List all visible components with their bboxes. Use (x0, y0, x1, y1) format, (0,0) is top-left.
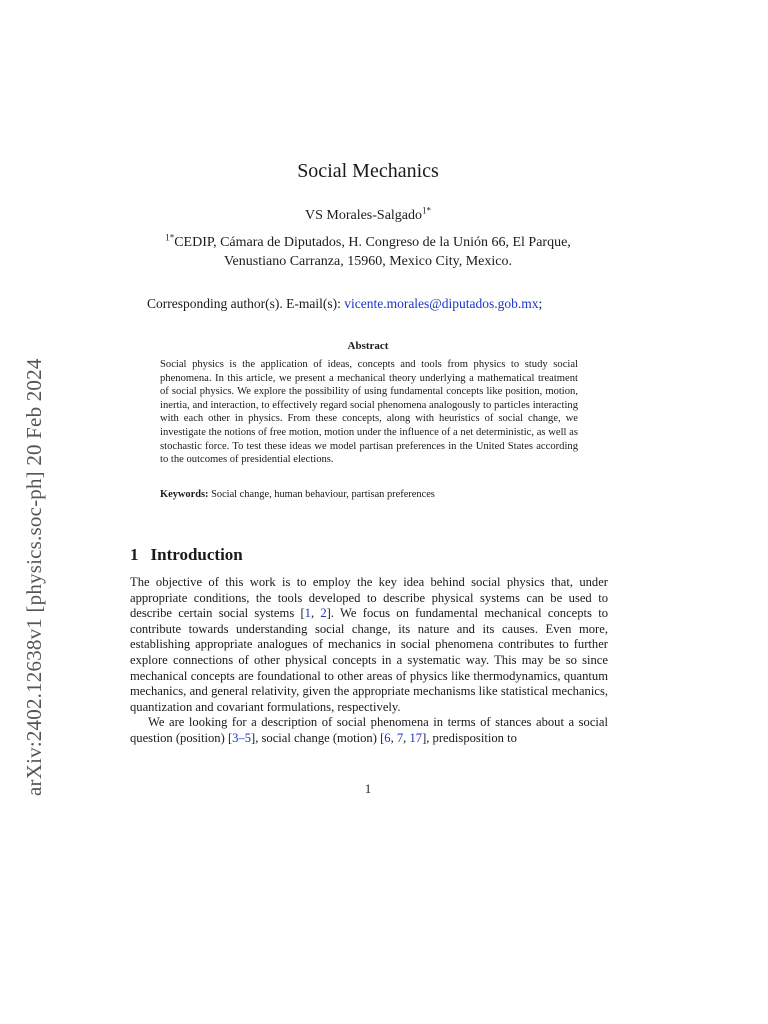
paper-title: Social Mechanics (297, 160, 439, 182)
section-body (130, 575, 608, 747)
author-mark: 1* (422, 205, 432, 216)
citation-link[interactable]: 2 (320, 606, 327, 621)
abstract-heading: Abstract (347, 340, 389, 352)
page-number: 1 (364, 782, 372, 796)
section-heading (130, 545, 243, 565)
paragraph-text: ], social change (motion) [ (251, 730, 385, 745)
keywords (160, 489, 435, 500)
corresponding-trail: ; (538, 296, 543, 311)
abstract-text: Social physics is the application of ideas, concepts and tools from physics to study social phenomena. In this article, we present a mechanical theory underlying a mathematical treatment of social physics. We explore the possibility of using fundamental concepts like position, motion, inertia, and interaction, to effectively regard social phenomena analogously to particles interacting with each other in physics. From these concepts, along with heuristics of social change, we investigate the notions of free motion, motion under the influence of a net deterministic, as well as stochastic force. To test these ideas we model partisan preferences in the United States according to the outcomes of presidential elections. (160, 359, 578, 466)
affiliation (160, 233, 576, 271)
affiliation-text: CEDIP, Cámara de Diputados, H. Congreso de la Unión 66, El Parque, Venustiano Carranza, 15960, Mexico City, Mexico. (174, 235, 571, 269)
keywords-text: Social change, human behaviour, partisan preferences (211, 489, 435, 500)
corresponding-label: Corresponding author(s). E-mail(s): (147, 296, 341, 311)
paragraph-1 (130, 575, 608, 715)
section-title: Introduction (150, 545, 243, 564)
paragraph-text: ]. We focus on fundamental mechanical concepts to contribute towards understanding social change, its nature and its causes. Even more, establishing appropriate analogues of mechanics in social phenomena contributes to further explore connections of other physical concepts in a systematic way. This may be so since mechanical concepts are foundational to other areas of physics like thermodynamics, quantum mechanics, and general relativity, given the appropriate mechanisms like statistical mechanics, quantization and covariant formulations, respectively. (130, 606, 609, 714)
citation-link[interactable]: 17 (409, 730, 423, 745)
paragraph-text: , (310, 606, 321, 621)
paragraph-text: We are looking for a description of social phenomena in terms of stances about a social question (position) [ (130, 715, 608, 745)
citation-link[interactable]: 1 (304, 606, 311, 621)
arxiv-identifier: arXiv:2402.12638v1 [physics.soc-ph] 20 Feb 2024 (22, 358, 46, 796)
paragraph-text: , (390, 730, 397, 745)
affiliation-mark: 1* (165, 232, 175, 243)
corresponding-author (147, 296, 542, 312)
citation-link[interactable]: 6 (384, 730, 391, 745)
section-number: 1 (130, 545, 139, 564)
keywords-label: Keywords: (160, 489, 209, 500)
email-link[interactable]: vicente.morales@diputados.gob.mx (344, 296, 539, 311)
citation-link[interactable]: 3–5 (232, 730, 252, 745)
paragraph-text: The objective of this work is to employ the key idea behind social physics that, under appropriate conditions, the tools developed to describe physical systems can be used to describe certain social systems [ (130, 575, 608, 621)
citation-link[interactable]: 7 (396, 730, 404, 745)
author-name: VS Morales-Salgado (304, 208, 423, 223)
paragraph-text: , (403, 730, 410, 745)
author-line (0, 205, 736, 224)
paragraph-text: ], predisposition to (422, 730, 517, 745)
paragraph-2 (130, 715, 608, 746)
